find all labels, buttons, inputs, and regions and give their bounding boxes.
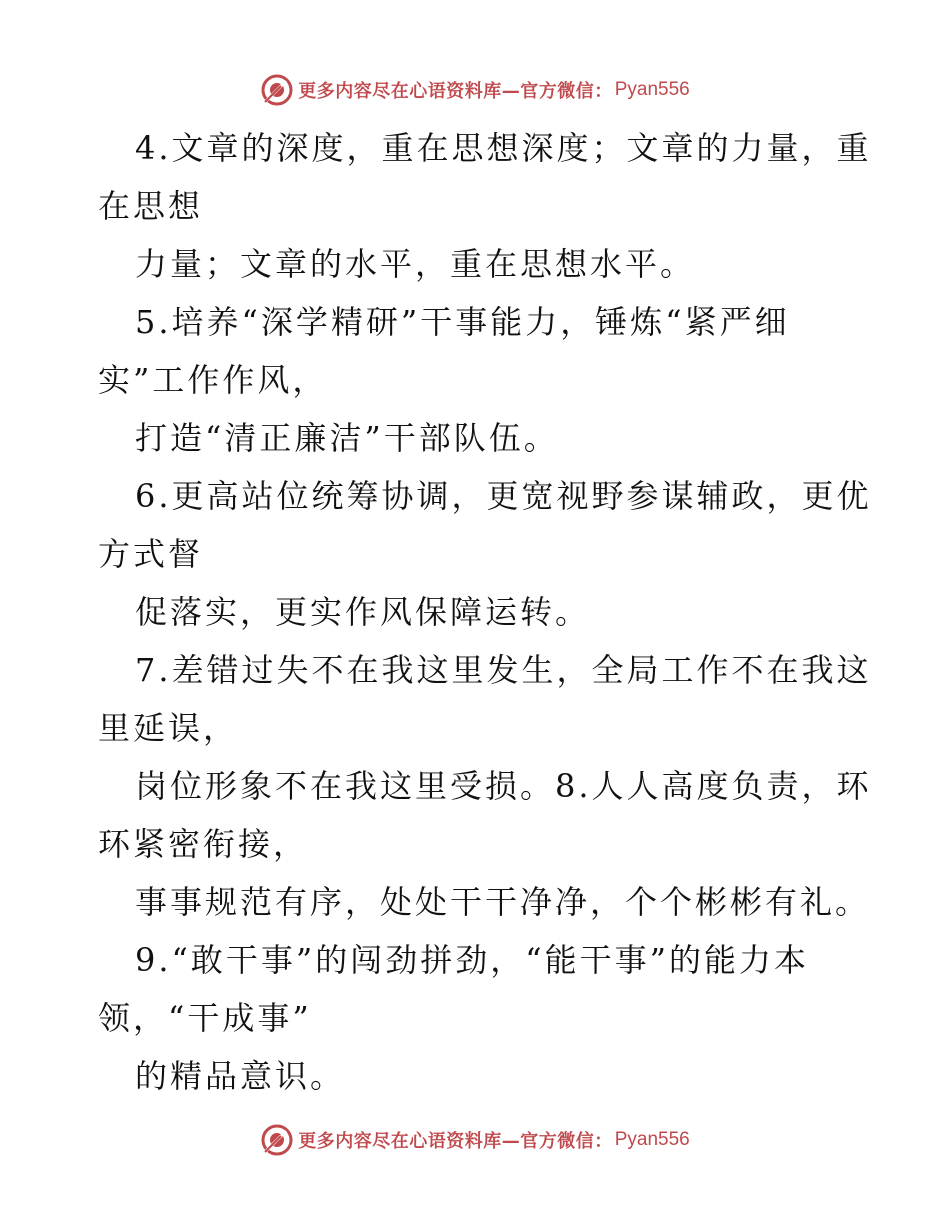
paragraph-line: 实”工作作风，: [98, 361, 328, 399]
paragraph-line: 力量；文章的水平，重在思想水平。: [135, 245, 696, 283]
paragraph-line: 打造“清正廉洁”干部队伍。: [135, 419, 559, 457]
paragraph-line: 在思想: [98, 187, 204, 225]
brand-logo-icon: [260, 73, 294, 107]
watermark-text: 更多内容尽在心语资料库—官方微信：: [298, 1131, 613, 1152]
paragraph-line: 7.差错过失不在我这里发生，全局工作不在我这: [135, 651, 872, 689]
paragraph-line: 环紧密衔接，: [98, 825, 309, 863]
paragraph-line: 岗位形象不在我这里受损。8.人人高度负责，环: [135, 767, 872, 805]
watermark-text: 更多内容尽在心语资料库—官方微信：: [298, 81, 613, 102]
paragraph-line: 的精品意识。: [135, 1057, 346, 1095]
paragraph-line: 促落实，更实作风保障运转。: [135, 593, 591, 631]
paragraph-line: 5.培养“深学精研”干事能力，锤炼“紧严细: [135, 303, 790, 341]
paragraph-line: 事事规范有序，处处干干净净，个个彬彬有礼。: [135, 883, 871, 921]
paragraph-line: 9.“敢干事”的闯劲拼劲，“能干事”的能力本: [135, 941, 809, 979]
brand-logo-icon: [260, 1123, 294, 1157]
paragraph-line: 方式督: [98, 535, 204, 573]
header-watermark: [0, 70, 950, 110]
watermark-wechat-id: Pyan556: [614, 79, 690, 100]
paragraph-line: 里延误，: [98, 709, 239, 747]
paragraph-line: 4.文章的深度，重在思想深度；文章的力量，重: [135, 129, 872, 167]
paragraph-line: 6.更高站位统筹协调，更宽视野参谋辅政，更优: [135, 477, 872, 515]
footer-watermark: [0, 1120, 950, 1160]
paragraph-line: 领，“干成事”: [98, 999, 312, 1037]
watermark-wechat-id: Pyan556: [614, 1129, 690, 1150]
